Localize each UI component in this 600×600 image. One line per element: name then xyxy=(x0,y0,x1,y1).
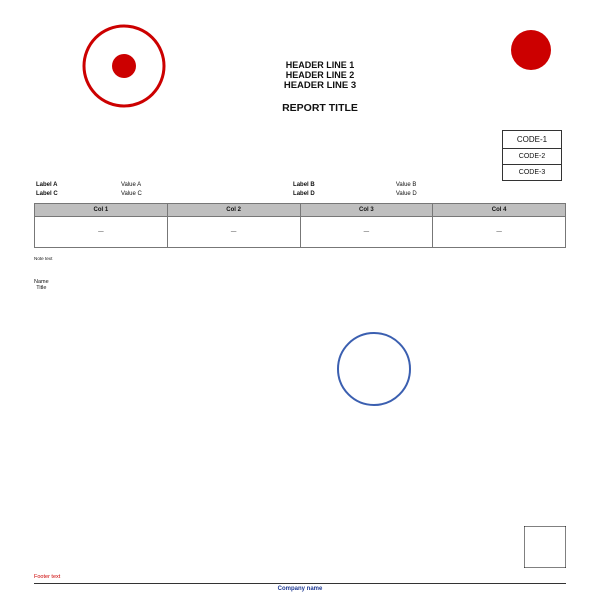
report-header xyxy=(34,18,566,176)
results-row xyxy=(35,217,566,248)
laboratory-stamp-icon xyxy=(334,329,414,409)
results-cell: — xyxy=(167,217,300,248)
info-row xyxy=(34,190,566,199)
header-line-3: HEADER LINE 3 xyxy=(283,79,357,91)
info-label: Label B xyxy=(293,182,315,188)
info-value: Value C xyxy=(120,191,142,198)
info-value: Value D xyxy=(395,191,417,198)
accreditation-logo-icon xyxy=(502,26,560,96)
signature-block xyxy=(34,279,49,293)
results-header-cell: Col 3 xyxy=(300,204,433,217)
report-title: REPORT TITLE xyxy=(282,101,358,114)
results-cell: — xyxy=(35,217,168,248)
results-header-cell: Col 2 xyxy=(167,204,300,217)
info-value: Value B xyxy=(395,182,417,188)
footer-warning: Footer text xyxy=(34,574,61,580)
signatory-title: Title xyxy=(36,285,47,292)
header-line-2: HEADER LINE 2 xyxy=(285,70,355,81)
results-cell: — xyxy=(300,217,433,248)
info-value: Value A xyxy=(120,182,142,188)
company-name: Company name xyxy=(34,583,566,592)
info-row xyxy=(34,181,566,190)
info-label: Label C xyxy=(36,191,58,198)
code-1: CODE-1 xyxy=(516,135,548,144)
signatory-name: Name xyxy=(34,278,49,285)
qr-code-icon[interactable] xyxy=(524,526,566,568)
report-code-box xyxy=(502,130,562,181)
info-label: Label A xyxy=(36,182,58,188)
results-table xyxy=(34,203,566,248)
signatures-section xyxy=(34,269,566,429)
header-line-1: HEADER LINE 1 xyxy=(285,60,355,70)
info-label: Label D xyxy=(293,191,315,198)
results-header-cell: Col 1 xyxy=(35,204,168,217)
results-header-cell: Col 4 xyxy=(433,204,566,217)
code-2: CODE-2 xyxy=(503,148,561,164)
notes-section xyxy=(34,256,566,262)
report-info-table xyxy=(34,181,566,199)
results-cell: — xyxy=(433,217,566,248)
code-3: CODE-3 xyxy=(503,164,561,180)
ministry-emblem-icon xyxy=(64,18,184,118)
note-paragraph: Note text xyxy=(34,256,53,262)
page-footer xyxy=(34,574,566,592)
